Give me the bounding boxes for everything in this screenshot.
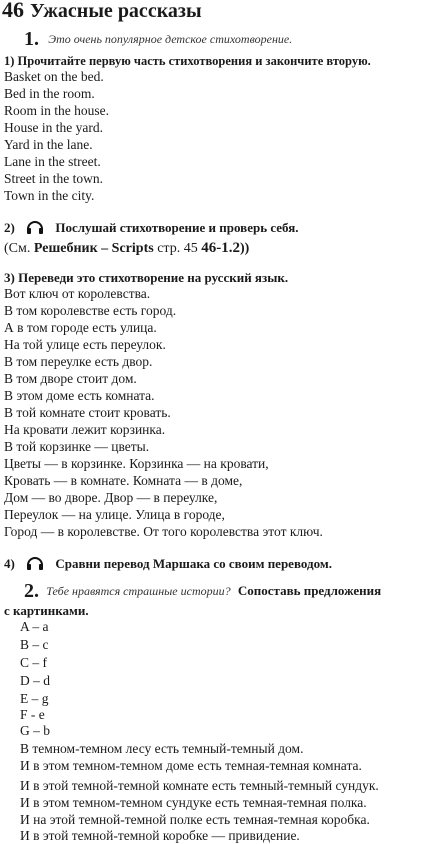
poem-ru-line: А в том городе есть улица.	[4, 320, 157, 335]
poem-ru-line: Цветы — в корзинке. Корзинка — на кровати,	[4, 456, 269, 471]
story-sentence: И в этом темном-темном доме есть темная-темная комната.	[20, 758, 362, 773]
page-header	[2, 0, 202, 23]
exercise-1-intro-text: Это очень популярное детское стихотворение.	[48, 32, 293, 46]
ref-book: Решебник – Scripts	[33, 241, 154, 256]
headphones-icon	[26, 219, 44, 235]
exercise-2-intro-text: Тебе нравятся страшные истории?	[46, 584, 231, 598]
task-3-instruction: 3) Переведи это стихотворение на русский язык.	[4, 270, 289, 285]
poem-en-line: Street in the town.	[4, 171, 103, 186]
poem-en-line: House in the yard.	[4, 120, 103, 135]
story-sentence: И в этом темном-темном сундуке есть темная-темная полка.	[20, 795, 367, 810]
poem-ru-line: В той комнате стоит кровать.	[4, 405, 171, 420]
poem-ru-line: В том королевстве есть город.	[4, 303, 177, 318]
poem-ru-line: На той улице есть переулок.	[4, 337, 166, 352]
ref-script-number: 46-1.2	[201, 240, 240, 256]
poem-ru-line: Переулок — на улице. Улица в городе,	[4, 507, 225, 522]
page-number: 46	[2, 0, 24, 22]
task-2-instruction	[4, 219, 298, 236]
poem-ru-line: В том переулке есть двор.	[4, 354, 153, 369]
poem-ru-line: Вот ключ от королевства.	[4, 286, 151, 301]
poem-en-line: Town in the city.	[4, 188, 95, 203]
poem-ru-line: На кровати лежит корзинка.	[4, 422, 166, 437]
answer-item: F - e	[20, 707, 45, 722]
poem-ru-line: В этом доме есть комната.	[4, 388, 155, 403]
answer-item: E – g	[20, 691, 49, 706]
exercise-2-task-continued: с картинками.	[4, 603, 89, 618]
poem-ru-line: Город — в королевстве. От того королевства этот ключ.	[4, 524, 323, 539]
story-sentence: И в этой темной-темной комнате есть темный-темный сундук.	[20, 778, 379, 793]
story-sentence: И в этой темной-темной коробке — привидение.	[20, 828, 300, 843]
story-sentence: В темном-темном лесу есть темный-темный дом.	[20, 741, 304, 756]
task-4-text: Сравни перевод Маршака со своим переводом.	[55, 556, 332, 571]
task-2-number: 2)	[4, 220, 15, 235]
poem-ru-line: В том дворе стоит дом.	[4, 371, 137, 386]
answer-item: D – d	[20, 673, 50, 688]
answer-item: G – b	[20, 723, 50, 738]
task-4-number: 4)	[4, 556, 15, 571]
headphones-icon	[26, 555, 44, 571]
task-2-text: Послушай стихотворение и проверь себя.	[55, 220, 299, 235]
ref-page: стр. 45	[153, 241, 202, 256]
exercise-2-number: 2.	[24, 580, 39, 602]
poem-en-line: Room in the house.	[4, 103, 109, 118]
page-title: Ужасные рассказы	[30, 0, 202, 22]
ref-suffix: ))	[239, 241, 250, 256]
scripts-reference	[4, 240, 249, 257]
exercise-1-intro	[24, 30, 292, 48]
poem-ru-line: В той корзинке — цветы.	[4, 439, 150, 454]
answer-item: C – f	[20, 655, 47, 670]
answer-item: A – a	[20, 619, 49, 634]
poem-en-line: Lane in the street.	[4, 154, 101, 169]
poem-en-line: Yard in the lane.	[4, 137, 93, 152]
poem-ru-line: Дом — во дворе. Двор — в переулке,	[4, 490, 218, 505]
task-4-instruction	[4, 555, 332, 572]
exercise-1-number: 1.	[24, 28, 39, 50]
poem-en-line: Basket on the bed.	[4, 69, 104, 84]
answer-item: B – c	[20, 637, 49, 652]
exercise-2-task: Сопоставь предложения	[237, 583, 382, 598]
task-1-instruction: 1) Прочитайте первую часть стихотворения и закончите вторую.	[4, 54, 371, 68]
ref-prefix: (См.	[4, 241, 34, 256]
poem-en-line: Bed in the room.	[4, 86, 95, 101]
poem-ru-line: Кровать — в комнате. Комната — в доме,	[4, 473, 243, 488]
exercise-2-intro	[24, 582, 381, 600]
story-sentence: И на этой темной-темной полке есть темная-темная коробка.	[20, 812, 370, 827]
